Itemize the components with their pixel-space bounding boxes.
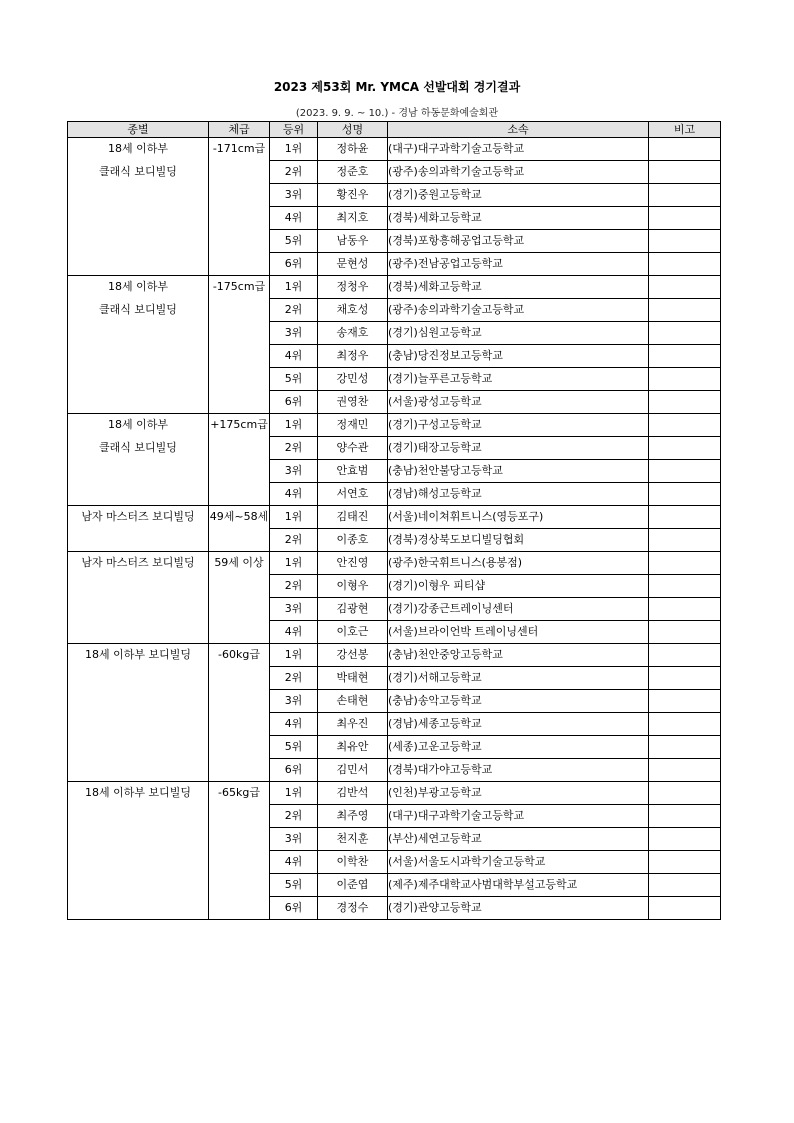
affiliation-cell: (광주)한국휘트니스(용봉점) bbox=[388, 552, 649, 575]
class-cell bbox=[209, 483, 270, 506]
class-cell bbox=[209, 299, 270, 322]
category-label: 남자 마스터즈 보디빌딩 bbox=[81, 510, 195, 523]
note-cell bbox=[649, 805, 721, 828]
rank-cell: 6위 bbox=[270, 897, 318, 920]
affiliation-cell: (충남)천안불당고등학교 bbox=[388, 460, 649, 483]
note-cell bbox=[649, 184, 721, 207]
class-cell: -175cm급 bbox=[209, 276, 270, 299]
class-cell: -65kg급 bbox=[209, 782, 270, 805]
rank-cell: 1위 bbox=[270, 782, 318, 805]
note-cell bbox=[649, 460, 721, 483]
affiliation-cell: (경남)해성고등학교 bbox=[388, 483, 649, 506]
header-category: 종별 bbox=[68, 122, 209, 138]
table-row bbox=[68, 345, 721, 368]
category-cell bbox=[68, 759, 209, 782]
category-cell bbox=[68, 161, 209, 184]
note-cell bbox=[649, 759, 721, 782]
table-row bbox=[68, 897, 721, 920]
affiliation-cell: (경북)경상북도보디빌딩협회 bbox=[388, 529, 649, 552]
name-cell: 이준엽 bbox=[318, 874, 388, 897]
affiliation-cell: (광주)송의과학기술고등학교 bbox=[388, 299, 649, 322]
name-cell: 채호성 bbox=[318, 299, 388, 322]
table-row bbox=[68, 529, 721, 552]
results-table bbox=[67, 121, 721, 920]
category-label: 18세 이하부 bbox=[108, 280, 168, 293]
rank-cell: 4위 bbox=[270, 345, 318, 368]
note-cell bbox=[649, 138, 721, 161]
rank-cell: 6위 bbox=[270, 391, 318, 414]
name-cell: 정청우 bbox=[318, 276, 388, 299]
rank-cell: 4위 bbox=[270, 207, 318, 230]
category-cell bbox=[68, 529, 209, 552]
class-cell bbox=[209, 828, 270, 851]
category-cell bbox=[68, 391, 209, 414]
affiliation-cell: (충남)천안중앙고등학교 bbox=[388, 644, 649, 667]
table-row bbox=[68, 184, 721, 207]
category-cell bbox=[68, 713, 209, 736]
category-label: 클래식 보디빌딩 bbox=[99, 440, 177, 454]
affiliation-cell: (경기)구성고등학교 bbox=[388, 414, 649, 437]
category-cell bbox=[68, 644, 209, 667]
category-cell bbox=[68, 805, 209, 828]
affiliation-cell: (경기)심원고등학교 bbox=[388, 322, 649, 345]
note-cell bbox=[649, 690, 721, 713]
category-cell bbox=[68, 897, 209, 920]
table-row bbox=[68, 552, 721, 575]
category-cell bbox=[68, 299, 209, 322]
note-cell bbox=[649, 391, 721, 414]
class-cell bbox=[209, 667, 270, 690]
class-cell bbox=[209, 897, 270, 920]
table-row bbox=[68, 598, 721, 621]
class-cell bbox=[209, 322, 270, 345]
category-label: 클래식 보디빌딩 bbox=[99, 302, 177, 316]
table-row bbox=[68, 667, 721, 690]
table-row bbox=[68, 460, 721, 483]
class-cell bbox=[209, 690, 270, 713]
table-row bbox=[68, 644, 721, 667]
class-cell bbox=[209, 874, 270, 897]
class-cell bbox=[209, 230, 270, 253]
note-cell bbox=[649, 874, 721, 897]
affiliation-cell: (광주)전남공업고등학교 bbox=[388, 253, 649, 276]
note-cell bbox=[649, 621, 721, 644]
results-body bbox=[68, 138, 721, 920]
affiliation-cell: (부산)세연고등학교 bbox=[388, 828, 649, 851]
class-cell bbox=[209, 736, 270, 759]
header-note: 비고 bbox=[649, 122, 721, 138]
note-cell bbox=[649, 161, 721, 184]
table-row bbox=[68, 207, 721, 230]
rank-cell: 1위 bbox=[270, 506, 318, 529]
note-cell bbox=[649, 368, 721, 391]
rank-cell: 2위 bbox=[270, 667, 318, 690]
table-row bbox=[68, 414, 721, 437]
category-label: 남자 마스터즈 보디빌딩 bbox=[81, 556, 195, 569]
table-row bbox=[68, 621, 721, 644]
note-cell bbox=[649, 299, 721, 322]
note-cell bbox=[649, 782, 721, 805]
name-cell: 안효범 bbox=[318, 460, 388, 483]
name-cell: 양수관 bbox=[318, 437, 388, 460]
note-cell bbox=[649, 276, 721, 299]
table-row bbox=[68, 230, 721, 253]
name-cell: 서연호 bbox=[318, 483, 388, 506]
class-cell bbox=[209, 184, 270, 207]
category-cell bbox=[68, 276, 209, 299]
rank-cell: 2위 bbox=[270, 299, 318, 322]
class-cell: -171cm급 bbox=[209, 138, 270, 161]
category-cell bbox=[68, 460, 209, 483]
name-cell: 송재호 bbox=[318, 322, 388, 345]
class-cell bbox=[209, 368, 270, 391]
class-cell bbox=[209, 207, 270, 230]
name-cell: 권영찬 bbox=[318, 391, 388, 414]
rank-cell: 2위 bbox=[270, 805, 318, 828]
table-row bbox=[68, 322, 721, 345]
rank-cell: 4위 bbox=[270, 483, 318, 506]
name-cell: 이호근 bbox=[318, 621, 388, 644]
note-cell bbox=[649, 322, 721, 345]
note-cell bbox=[649, 483, 721, 506]
rank-cell: 2위 bbox=[270, 161, 318, 184]
category-cell bbox=[68, 138, 209, 161]
table-row bbox=[68, 575, 721, 598]
rank-cell: 6위 bbox=[270, 759, 318, 782]
name-cell: 최정우 bbox=[318, 345, 388, 368]
category-cell bbox=[68, 736, 209, 759]
name-cell: 강선봉 bbox=[318, 644, 388, 667]
category-cell bbox=[68, 368, 209, 391]
header-affiliation: 소속 bbox=[388, 122, 649, 138]
header-class: 체급 bbox=[209, 122, 270, 138]
category-cell bbox=[68, 575, 209, 598]
affiliation-cell: (대구)대구과학기술고등학교 bbox=[388, 138, 649, 161]
name-cell: 김반석 bbox=[318, 782, 388, 805]
table-row bbox=[68, 713, 721, 736]
name-cell: 최지호 bbox=[318, 207, 388, 230]
affiliation-cell: (충남)당진정보고등학교 bbox=[388, 345, 649, 368]
note-cell bbox=[649, 828, 721, 851]
table-row bbox=[68, 276, 721, 299]
affiliation-cell: (서울)광성고등학교 bbox=[388, 391, 649, 414]
name-cell: 안진영 bbox=[318, 552, 388, 575]
table-row bbox=[68, 782, 721, 805]
note-cell bbox=[649, 897, 721, 920]
name-cell: 문현성 bbox=[318, 253, 388, 276]
class-cell bbox=[209, 598, 270, 621]
note-cell bbox=[649, 552, 721, 575]
rank-cell: 3위 bbox=[270, 598, 318, 621]
rank-cell: 1위 bbox=[270, 644, 318, 667]
category-cell bbox=[68, 437, 209, 460]
class-cell bbox=[209, 253, 270, 276]
category-cell bbox=[68, 345, 209, 368]
category-cell bbox=[68, 414, 209, 437]
class-cell bbox=[209, 391, 270, 414]
rank-cell: 1위 bbox=[270, 138, 318, 161]
header-rank: 등위 bbox=[270, 122, 318, 138]
note-cell bbox=[649, 437, 721, 460]
note-cell bbox=[649, 575, 721, 598]
category-cell bbox=[68, 184, 209, 207]
affiliation-cell: (경북)대가야고등학교 bbox=[388, 759, 649, 782]
name-cell: 손태현 bbox=[318, 690, 388, 713]
affiliation-cell: (경기)태장고등학교 bbox=[388, 437, 649, 460]
note-cell bbox=[649, 414, 721, 437]
affiliation-cell: (경기)서해고등학교 bbox=[388, 667, 649, 690]
table-row bbox=[68, 253, 721, 276]
note-cell bbox=[649, 506, 721, 529]
rank-cell: 5위 bbox=[270, 874, 318, 897]
rank-cell: 2위 bbox=[270, 529, 318, 552]
class-cell bbox=[209, 621, 270, 644]
affiliation-cell: (서울)서울도시과학기술고등학교 bbox=[388, 851, 649, 874]
name-cell: 김태진 bbox=[318, 506, 388, 529]
affiliation-cell: (경기)관양고등학교 bbox=[388, 897, 649, 920]
rank-cell: 2위 bbox=[270, 575, 318, 598]
name-cell: 경정수 bbox=[318, 897, 388, 920]
table-row bbox=[68, 368, 721, 391]
rank-cell: 3위 bbox=[270, 690, 318, 713]
name-cell: 최유안 bbox=[318, 736, 388, 759]
table-row bbox=[68, 759, 721, 782]
note-cell bbox=[649, 713, 721, 736]
document-subtitle: (2023. 9. 9. ~ 10.) - 경남 하동문화예술회관 bbox=[295, 108, 499, 119]
category-cell bbox=[68, 667, 209, 690]
affiliation-cell: (세종)고운고등학교 bbox=[388, 736, 649, 759]
note-cell bbox=[649, 253, 721, 276]
name-cell: 최주영 bbox=[318, 805, 388, 828]
category-label: 클래식 보디빌딩 bbox=[99, 164, 177, 178]
class-cell bbox=[209, 805, 270, 828]
affiliation-cell: (서울)브라이언박 트레이닝센터 bbox=[388, 621, 649, 644]
affiliation-cell: (경북)세화고등학교 bbox=[388, 207, 649, 230]
affiliation-cell: (경남)세종고등학교 bbox=[388, 713, 649, 736]
rank-cell: 5위 bbox=[270, 230, 318, 253]
note-cell bbox=[649, 851, 721, 874]
affiliation-cell: (인천)부광고등학교 bbox=[388, 782, 649, 805]
note-cell bbox=[649, 529, 721, 552]
affiliation-cell: (경기)중원고등학교 bbox=[388, 184, 649, 207]
rank-cell: 3위 bbox=[270, 460, 318, 483]
class-cell bbox=[209, 851, 270, 874]
note-cell bbox=[649, 230, 721, 253]
name-cell: 김민서 bbox=[318, 759, 388, 782]
name-cell: 이형우 bbox=[318, 575, 388, 598]
document-title: 2023 제53회 Mr. YMCA 선발대회 경기결과 bbox=[273, 80, 521, 94]
rank-cell: 3위 bbox=[270, 184, 318, 207]
name-cell: 강민성 bbox=[318, 368, 388, 391]
class-cell bbox=[209, 161, 270, 184]
table-header-row bbox=[68, 122, 721, 138]
class-cell: 49세~58세 bbox=[209, 506, 270, 529]
rank-cell: 5위 bbox=[270, 368, 318, 391]
class-cell bbox=[209, 713, 270, 736]
category-label: 18세 이하부 bbox=[108, 142, 168, 155]
category-cell bbox=[68, 483, 209, 506]
category-cell bbox=[68, 621, 209, 644]
note-cell bbox=[649, 345, 721, 368]
name-cell: 천지훈 bbox=[318, 828, 388, 851]
rank-cell: 1위 bbox=[270, 276, 318, 299]
category-label: 18세 이하부 보디빌딩 bbox=[85, 648, 191, 661]
affiliation-cell: (대구)대구과학기술고등학교 bbox=[388, 805, 649, 828]
category-cell bbox=[68, 253, 209, 276]
name-cell: 박태현 bbox=[318, 667, 388, 690]
table-row bbox=[68, 437, 721, 460]
class-cell bbox=[209, 345, 270, 368]
table-row bbox=[68, 391, 721, 414]
rank-cell: 5위 bbox=[270, 736, 318, 759]
category-cell bbox=[68, 851, 209, 874]
class-cell: +175cm급 bbox=[209, 414, 270, 437]
table-row bbox=[68, 690, 721, 713]
table-row bbox=[68, 483, 721, 506]
category-cell bbox=[68, 552, 209, 575]
name-cell: 김광현 bbox=[318, 598, 388, 621]
category-cell bbox=[68, 506, 209, 529]
name-cell: 정준호 bbox=[318, 161, 388, 184]
class-cell: 59세 이상 bbox=[209, 552, 270, 575]
category-cell bbox=[68, 828, 209, 851]
category-cell bbox=[68, 322, 209, 345]
affiliation-cell: (경북)포항흥해공업고등학교 bbox=[388, 230, 649, 253]
category-cell bbox=[68, 690, 209, 713]
name-cell: 정재민 bbox=[318, 414, 388, 437]
name-cell: 황진우 bbox=[318, 184, 388, 207]
name-cell: 이종호 bbox=[318, 529, 388, 552]
table-row bbox=[68, 299, 721, 322]
class-cell bbox=[209, 460, 270, 483]
name-cell: 최우진 bbox=[318, 713, 388, 736]
table-row bbox=[68, 161, 721, 184]
affiliation-cell: (제주)제주대학교사범대학부설고등학교 bbox=[388, 874, 649, 897]
class-cell bbox=[209, 575, 270, 598]
note-cell bbox=[649, 207, 721, 230]
rank-cell: 4위 bbox=[270, 713, 318, 736]
rank-cell: 3위 bbox=[270, 322, 318, 345]
note-cell bbox=[649, 667, 721, 690]
table-row bbox=[68, 874, 721, 897]
rank-cell: 1위 bbox=[270, 552, 318, 575]
table-row bbox=[68, 138, 721, 161]
rank-cell: 4위 bbox=[270, 851, 318, 874]
category-cell bbox=[68, 230, 209, 253]
rank-cell: 4위 bbox=[270, 621, 318, 644]
affiliation-cell: (서울)네이쳐휘트니스(영등포구) bbox=[388, 506, 649, 529]
category-cell bbox=[68, 598, 209, 621]
category-cell bbox=[68, 207, 209, 230]
note-cell bbox=[649, 644, 721, 667]
affiliation-cell: (충남)송악고등학교 bbox=[388, 690, 649, 713]
name-cell: 남동우 bbox=[318, 230, 388, 253]
name-cell: 정하윤 bbox=[318, 138, 388, 161]
class-cell bbox=[209, 437, 270, 460]
affiliation-cell: (경기)강종근트레이닝센터 bbox=[388, 598, 649, 621]
table-row bbox=[68, 736, 721, 759]
category-cell bbox=[68, 874, 209, 897]
rank-cell: 2위 bbox=[270, 437, 318, 460]
affiliation-cell: (경북)세화고등학교 bbox=[388, 276, 649, 299]
note-cell bbox=[649, 598, 721, 621]
affiliation-cell: (경기)늘푸른고등학교 bbox=[388, 368, 649, 391]
header-name: 성명 bbox=[318, 122, 388, 138]
name-cell: 이학찬 bbox=[318, 851, 388, 874]
class-cell bbox=[209, 529, 270, 552]
rank-cell: 3위 bbox=[270, 828, 318, 851]
class-cell: -60kg급 bbox=[209, 644, 270, 667]
class-cell bbox=[209, 759, 270, 782]
table-row bbox=[68, 506, 721, 529]
table-row bbox=[68, 828, 721, 851]
table-row bbox=[68, 851, 721, 874]
rank-cell: 6위 bbox=[270, 253, 318, 276]
affiliation-cell: (광주)송의과학기술고등학교 bbox=[388, 161, 649, 184]
rank-cell: 1위 bbox=[270, 414, 318, 437]
category-cell bbox=[68, 782, 209, 805]
category-label: 18세 이하부 보디빌딩 bbox=[85, 786, 191, 799]
category-label: 18세 이하부 bbox=[108, 418, 168, 431]
affiliation-cell: (경기)이형우 피티샵 bbox=[388, 575, 649, 598]
note-cell bbox=[649, 736, 721, 759]
table-row bbox=[68, 805, 721, 828]
